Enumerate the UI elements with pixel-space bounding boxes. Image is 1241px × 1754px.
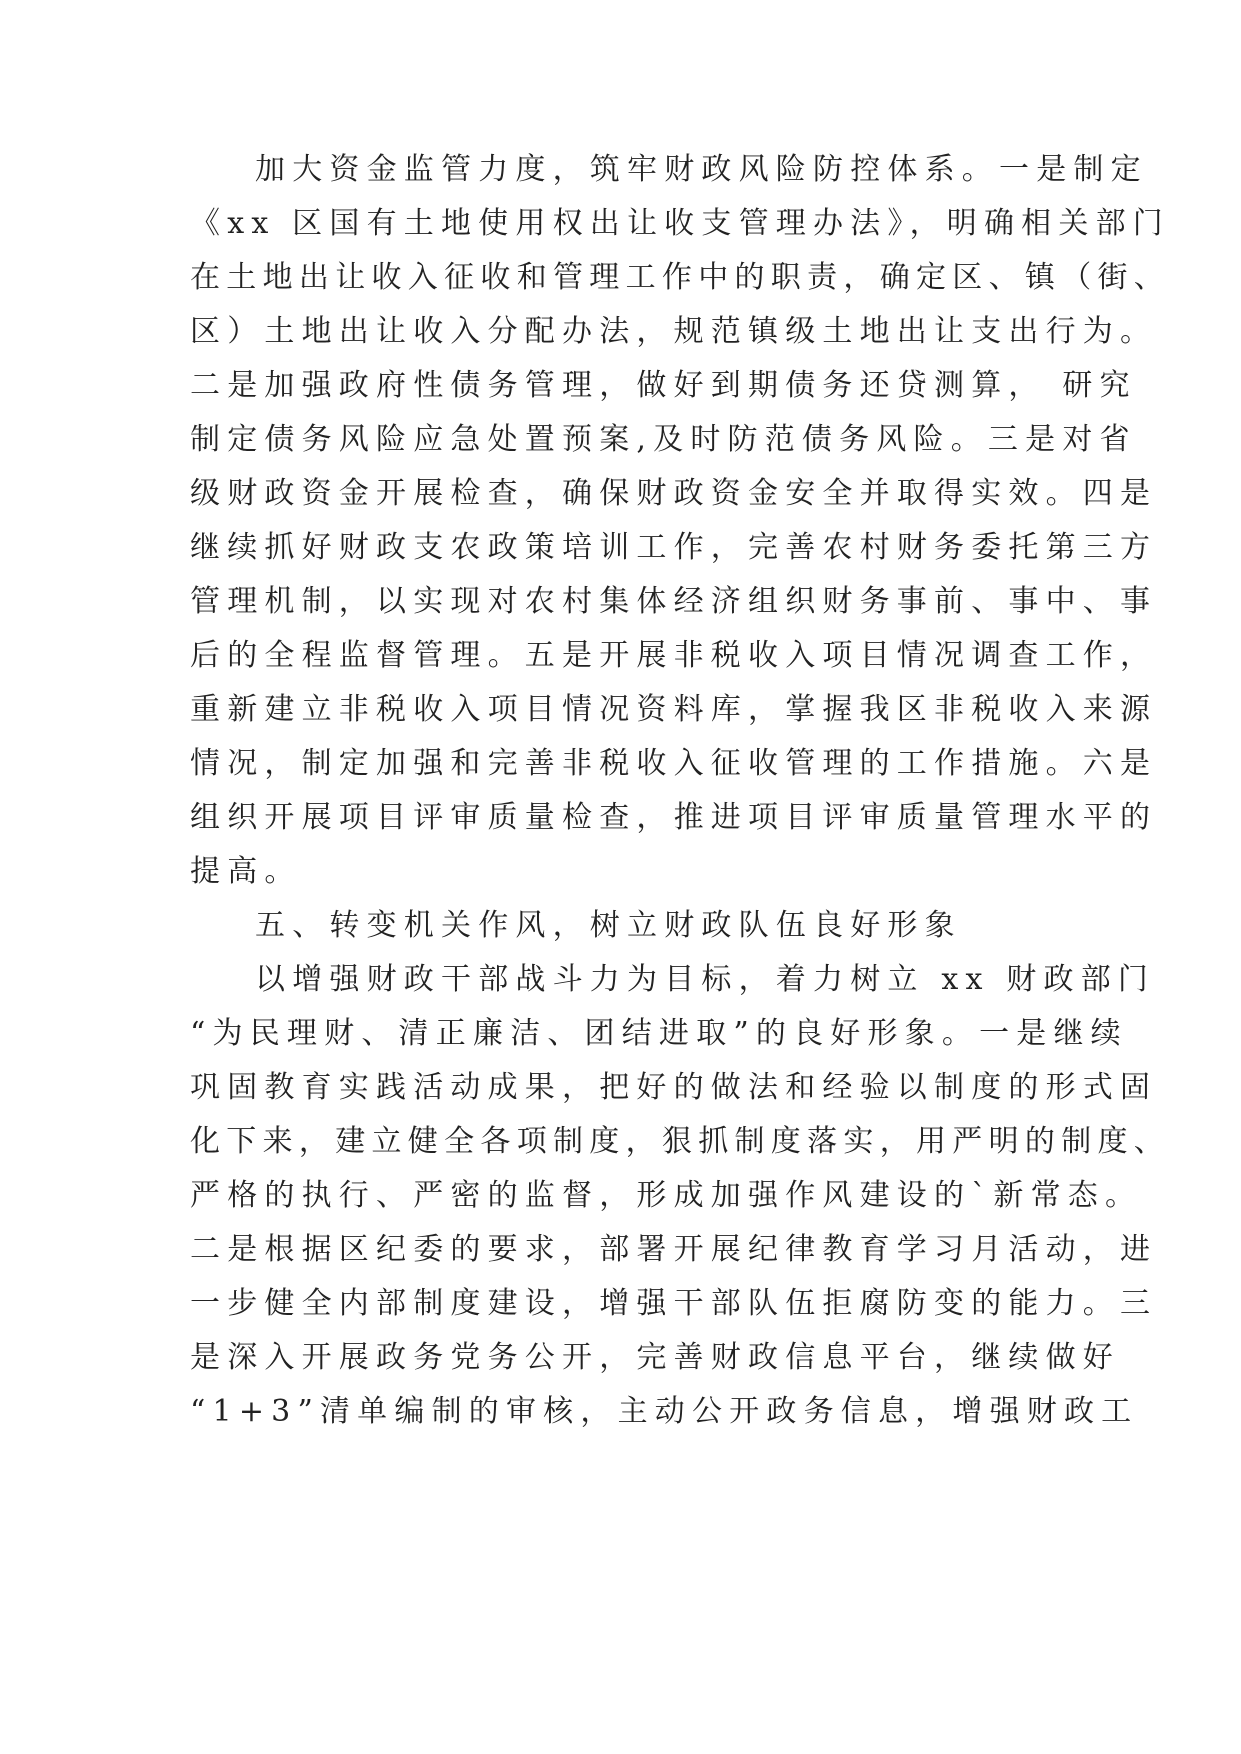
paragraph-line: 以增强财政干部战斗力为目标，着力树立 xx 财政部门 xyxy=(255,962,1156,997)
section-heading: 五、转变机关作风，树立财政队伍良好形象 xyxy=(255,908,962,943)
paragraph-line: 提高。 xyxy=(190,854,302,889)
paragraph-line: 制定债务风险应急处置预案,及时防范债务风险。三是对省 xyxy=(190,422,1137,457)
paragraph-line: “为民理财、清正廉洁、团结进取”的良好形象。一是继续 xyxy=(190,1016,1128,1051)
paragraph-line: 区）土地出让收入分配办法，规范镇级土地出让支出行为。 xyxy=(190,314,1158,349)
paragraph-line: 情况，制定加强和完善非税收入征收管理的工作措施。六是 xyxy=(190,746,1158,781)
paragraph-line: 一步健全内部制度建设，增强干部队伍拒腐防变的能力。三 xyxy=(190,1286,1158,1321)
paragraph-line: 重新建立非税收入项目情况资料库，掌握我区非税收入来源 xyxy=(190,692,1158,727)
paragraph-line: 组织开展项目评审质量检查，推进项目评审质量管理水平的 xyxy=(190,800,1158,835)
paragraph-line: 后的全程监督管理。五是开展非税收入项目情况调查工作， xyxy=(190,638,1158,673)
paragraph-line: 继续抓好财政支农政策培训工作，完善农村财务委托第三方 xyxy=(190,530,1158,565)
paragraph-line: 级财政资金开展检查，确保财政资金安全并取得实效。四是 xyxy=(190,476,1158,511)
paragraph-line: 化下来，建立健全各项制度，狠抓制度落实，用严明的制度、 xyxy=(190,1124,1171,1159)
paragraph-line: 加大资金监管力度，筑牢财政风险防控体系。一是制定 xyxy=(255,152,1148,187)
paragraph-line: 《xx 区国有土地使用权出让收支管理办法》，明确相关部门 xyxy=(190,206,1170,241)
paragraph-line: 严格的执行、严密的监督，形成加强作风建设的`新常态。 xyxy=(190,1178,1143,1213)
paragraph-line: 在土地出让收入征收和管理工作中的职责，确定区、镇（街、 xyxy=(190,260,1171,295)
paragraph-line: 是深入开展政务党务公开，完善财政信息平台，继续做好 xyxy=(190,1340,1120,1375)
paragraph-line: “1+3”清单编制的审核，主动公开政务信息，增强财政工 xyxy=(190,1394,1139,1429)
paragraph-line: 二是加强政府性债务管理，做好到期债务还贷测算， 研究 xyxy=(190,368,1137,403)
paragraph-line: 巩固教育实践活动成果，把好的做法和经验以制度的形式固 xyxy=(190,1070,1158,1105)
paragraph-line: 二是根据区纪委的要求，部署开展纪律教育学习月活动，进 xyxy=(190,1232,1158,1267)
paragraph-line: 管理机制，以实现对农村集体经济组织财务事前、事中、事 xyxy=(190,584,1158,619)
